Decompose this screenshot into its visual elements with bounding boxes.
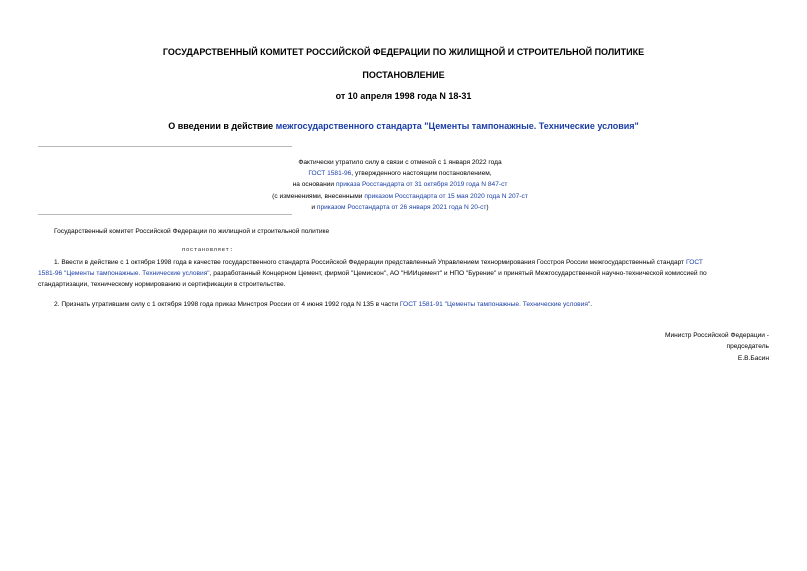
paragraph-1-line-2: 1581-96 "Цементы тампонажные. Технические условия", разработанный Концерном Цемент, фирмой "Цемискон", АО "НИИцемент" и НПО "Бурение" и принятый Межгосударственной научно-технической комиссией по (38, 270, 707, 277)
bottom-divider (38, 214, 292, 215)
order-847-link[interactable]: приказа Росстандарта от 31 октября 2019 года N 847-ст (335, 181, 508, 189)
subject-standard-link[interactable]: межгосударственного стандарта "Цементы тампонажные. Технические условия" (275, 121, 639, 131)
status-note-line-4: (с изменениями, внесенными приказом Росстандарта от 15 мая 2020 года N 207-ст (272, 192, 528, 200)
signature-title: Министр Российской Федерации - (664, 332, 769, 339)
signature-block (519, 330, 769, 364)
document-type: ПОСТАНОВЛЕНИЕ (362, 70, 445, 80)
committee-header: ГОСУДАРСТВЕННЫЙ КОМИТЕТ РОССИЙСКОЙ ФЕДЕРАЦИИ ПО ЖИЛИЩНОЙ И СТРОИТЕЛЬНОЙ ПОЛИТИКЕ (162, 47, 645, 57)
top-divider (38, 146, 292, 147)
paragraph-2: 2. Признать утратившим силу с 1 октября 1998 года приказ Минстроя России от 4 июня 1992 года N 135 в части ГОСТ 1581-91 "Цементы тампонажные. Технические условия". (54, 301, 593, 308)
status-note-line-3: на основании приказа Росстандарта от 31 октября 2019 года N 847-ст (292, 181, 508, 189)
gost-1581-91-link[interactable]: ГОСТ 1581-91 "Цементы тампонажные. Технические условия" (399, 301, 591, 308)
subject-prefix: О введении в действие (168, 121, 276, 131)
document-date-number: от 10 апреля 1998 года N 18-31 (335, 91, 472, 101)
signature-role: председатель (726, 343, 769, 351)
order-207-link[interactable]: приказом Росстандарта от 15 мая 2020 года N 207-ст (364, 192, 528, 200)
status-note (140, 157, 660, 213)
gost-1581-96-standard-link-part1[interactable]: ГОСТ (686, 259, 703, 266)
gost-1581-96-link[interactable]: ГОСТ 1581-96 (308, 170, 352, 178)
paragraph-1-line-1: 1. Ввести в действие с 1 октября 1998 года в качестве государственного стандарта Российской Федерации представленный Управлением технормирования Госстроя России межгосударственный стандарт ГОСТ (54, 259, 703, 266)
gost-1581-96-standard-link-part2[interactable]: 1581-96 "Цементы тампонажные. Технические условия" (38, 270, 210, 277)
order-20-link[interactable]: приказом Росстандарта от 26 января 2021 года N 20-ст (316, 203, 487, 211)
resolves-text: постановляет: (182, 246, 234, 253)
status-note-line-1: Фактически утратило силу в связи с отменой с 1 января 2022 года (298, 159, 502, 166)
signature-name: Е.В.Басин (737, 354, 769, 362)
issuer-text: Государственный комитет Российской Федерации по жилищной и строительной политике (54, 228, 330, 235)
status-note-line-2: ГОСТ 1581-96, утвержденного настоящим постановлением, (308, 170, 492, 178)
document-subject (0, 121, 807, 131)
paragraph-1-line-3: стандартизации, техническому нормированию и сертификации в строительстве. (38, 281, 286, 288)
status-note-line-5: и приказом Росстандарта от 26 января 2021 года N 20-ст) (311, 203, 489, 211)
